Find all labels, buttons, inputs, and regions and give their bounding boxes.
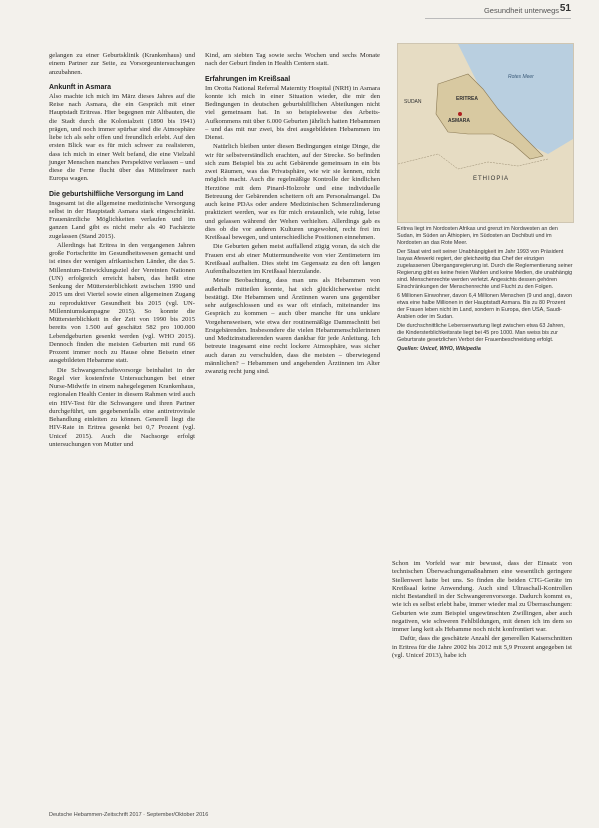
caption-paragraph: Der Staat wird seit seiner Unabhängigkeit im Jahr 1993 von Präsident Isayas Afewerki regiert, der gleichzeitig das Chef der einzigen zugelassenen Übergangsregierung ist. Durch die Reglementierung seiner Regierung gibt es keine freien Wahlen und keine Medien, die unabhängig sind. Menschenrechte werden verletzt. Angesichts dessen gehören Einschränkungen der Menschenrechte und Flucht zu den Folgen. [397, 249, 573, 290]
section-heading: Die geburtshilfliche Versorgung im Land [49, 190, 184, 198]
capital-marker [458, 112, 462, 116]
column-left [49, 52, 195, 450]
map-label-eritrea: ERITREA [456, 96, 478, 102]
paragraph: Die Schwangerschaftsvorsorge beinhaltet in der Regel vier kostenfreie Untersuchungen bei einer Nurse-Midwife in einem nahegelegenen Krankenhaus, regionalen Health Center in diesem Rahmen wird auch ein HIV-Test für die Schwangere und ihren Partner durchgeführt, um gegebenenfalls eine antiretrovirale Behandlung einleiten zu können. Generell liegt die HIV-Rate in Eritrea gesenkt bei 0,7 Prozent (vgl. Unicef 2015). Auch die Nachsorge erfolgt untersuchungen von Mutter und [49, 366, 195, 448]
paragraph: Also machte ich mich im März dieses Jahres auf die Reise nach Asmara, die ein Gespräch mit einer Hauptstadt Eritreas. Hier begegnen mir Altbauten, die die Stadt durch die Kolonialzeit (1890 bis 1941) prägen, und noch immer spürbar sind die Atmosphäre liebe ich als sehr offen und freundlich erlebt. Auf den ersten Blick war es für mich schwer zu realisieren, dass ich mich in einer Welt befand, die eine Vielzahl junger Menschen manches Perspektive verlassen – und diese die Ferne flucht über das Mittelmeer nach Europa wagen. [49, 92, 195, 183]
page-number: 51 [559, 3, 571, 14]
paragraph: Kind, am siebten Tag sowie sechs Wochen und sechs Monate nach der Geburt finden in Health Centern statt. [205, 52, 380, 68]
paragraph: gelangen zu einer Geburtsklinik (Krankenhaus) und einem Partner zur Seite, zu Vorsorgeuntersuchungen anzubahnen. [49, 52, 195, 76]
caption-credit: Quellen: Unicef, WHO, Wikipedia [397, 346, 481, 352]
page-footer: Deutsche Hebammen-Zeitschrift 2017 · September/Oktober 2016 [49, 812, 209, 818]
section-heading: Ankunft in Asmara [49, 83, 111, 91]
paragraph: Insgesamt ist die allgemeine medizinische Versorgung selbst in der Hauptstadt Asmara stark eingeschränkt. Frauenärztliche Möglichkeiten verlaufen und im ganzen Land gibt es nicht mehr als 40 Fachärzte zugelassen (Stand 2015). [49, 199, 195, 240]
paragraph: Schon im Vorfeld war mir bewusst, dass der Einsatz von technischen Überwachungsmaßnahmen eine wesentlich geringere Stellenwert hatte bei uns. So finden die beiden CTG-Geräte im Kreißsaal keine Anwendung. Auch sind Ultraschall-Kontrollen nicht Bestandteil in der Schwangerenvorsorge. Dadurch kommt es, wie ich es selbst erlebt habe, immer wieder mal zu Überraschungen: Geburten wie zum Beispiel ungewünschten Zwillingen, aber auch negativen, wie schweren Fehlbildungen, mit denen ich im dem so immer lang keit als Hebamme noch nicht konfrontiert war. [392, 560, 572, 633]
paragraph: Die Geburten gehen meist auffallend zügig voran, da sich die Frauen erst ab einer Muttermundweite von vier Zentimetern im Kreißsaal aufhalten. Dies steht im Gegensatz zu den oft langen Aufenthaltszeiten im Kreißsaal hierzulande. [205, 243, 380, 275]
running-head: Gesundheit unterwegs [483, 6, 559, 15]
paragraph: Im Orotta National Referral Maternity Hospital (NRH) in Asmara konnte ich mich in einer Situation wieder, die mir den Bedingungen in deutschen geburtshilflichen Abteilungen nicht viel gemeinsam hat. In so beispielsweise des Arbeits-Aufkommens mit über 6.000 Geburten jährlich hatten Hebammen – und das mit nur zwei, bis drei ausgebildeten Hebammen im Dienst. [205, 84, 380, 141]
paragraph: Natürlich bleiben unter diesen Bedingungen einige Dinge, die wir für selbstverständlich erachten, auf der Strecke. So befinden sich zum Beispiel bis zu acht Gebärende gemeinsam in ein bis zwei Räumen, was das Privatsphäre, wie wir sie kennen, nicht möglich macht. Auch die regelmäßige Kontrolle der kindlichen Herztöne mit dem Pinard-Holzrohr und eine individuelle Betreuung der Gebärenden scheitern oft am Personalmangel. Da auch keine PDAs oder andere Medizinischen Schmerzlinderung praktiziert werden, war es für mich erstaunlich, wie ruhig, leise und gelassen während der Wehen verhielten. Allerdings gab es dies ob die vor anderen Kulturen ungewohnt, recht frei im Kreißsaal bewegen, und unterschiedliche Positionen einnehmen. [205, 143, 380, 241]
map-label-sudan: SUDAN [404, 99, 422, 105]
eritrea-map [397, 43, 574, 223]
map-caption [397, 226, 573, 355]
map-label-asmara: ASMARA [448, 118, 470, 124]
header-rule [425, 18, 571, 19]
column-middle [205, 52, 380, 377]
map-label-sea: Rotes Meer [508, 74, 534, 80]
paragraph: Dafür, dass die geschätzte Anzahl der generellen Kaiserschnitten in Eritrea für die Jahre 2002 bis 2012 mit 5,9 Prozent angegeben ist (vgl. Unicef 2013), habe ich [392, 635, 572, 659]
caption-paragraph: Die durchschnittliche Lebenserwartung liegt zwischen etwa 63 Jahren, die Kindersterblichkeitsrate liegt bei 45 pro 1000. Man weiss bis zur Geburtsrate gesetzlichen Verbot der Frauenbeschneidung erfolgt. [397, 323, 565, 343]
paragraph: Meine Beobachtung, dass man uns als Hebammen von außerhalb mitteilen konnte, hat sich glücklicherweise nicht bestätigt. Die Hebammen und Ärztinnen waren uns gegenüber sehr aufgeschlossen und es war oft einfach, miteinander ins Gespräch zu kommen – auch über manche für uns unklare Vorgehensweisen, wie etwa der routinemäßige Dammschnitt bei Erstgebärenden. Insbesondere die vielen Hebammenschülerinnen und Medizinstudierenden waren dankbar für jede Anleitung. Ich betreute insgesamt eine recht lockere Atmosphäre, was sicher auch daran zu verschulden, dass die meisten – überwiegend männlichen? – Hebammen und angehenden Ärztinnen im Alter zwanzig recht jung sind. [205, 277, 380, 375]
caption-paragraph: Eritrea liegt im Nordosten Afrikas und grenzt im Nordwesten an den Sudan, im Süden an Äthiopien, im Südosten an Dschibuti und im Nordosten an das Rote Meer. [397, 226, 558, 246]
paragraph: Allerdings hat Eritrea in den vergangenen Jahren große Fortschritte im Gesundheitswesen gemacht und ist eines der wenigen afrikanischen Länder, die das 5. Millennium-Entwicklungsziel der Vereinten Nationen (UN) erfolgreich erreicht haben, das heißt eine Senkung der Müttersterblichkeit zwischen 1990 und 2015 um drei Viertel sowie einen allgemeinen Zugang zu reproduktiver Gesundheit bis 2015 (vgl. UN-Millenniumskampagne 2015). So konnte die Müttersterblichkeit in der Zeit von 1990 bis 2015 bereits von 1.500 auf geschätzt 582 pro 100.000 Lebendgeburten gesenkt werden (vgl. WHO 2015). Dennoch finden die meisten Geburten mit rund 66 Prozent immer noch zu Hause ohne Beisein einer ausgebildeten Hebamme statt. [49, 241, 195, 365]
column-right [392, 560, 572, 661]
caption-paragraph: 6 Millionen Einwohner, davon 6,4 Millionen Menschen (9 und ang), davon etwa eine halbe Millionen in der Hauptstadt Asmara. Bis zu 80 Prozent der Frauen leben nicht im Land, sondern in Europa, den USA, Saudi-Arabien oder im Sudan. [397, 293, 573, 320]
section-heading: Erfahrungen im Kreißsaal [205, 75, 291, 83]
map-graphic [398, 44, 573, 222]
map-label-ethiopia: ETHIOPIA [473, 176, 510, 182]
